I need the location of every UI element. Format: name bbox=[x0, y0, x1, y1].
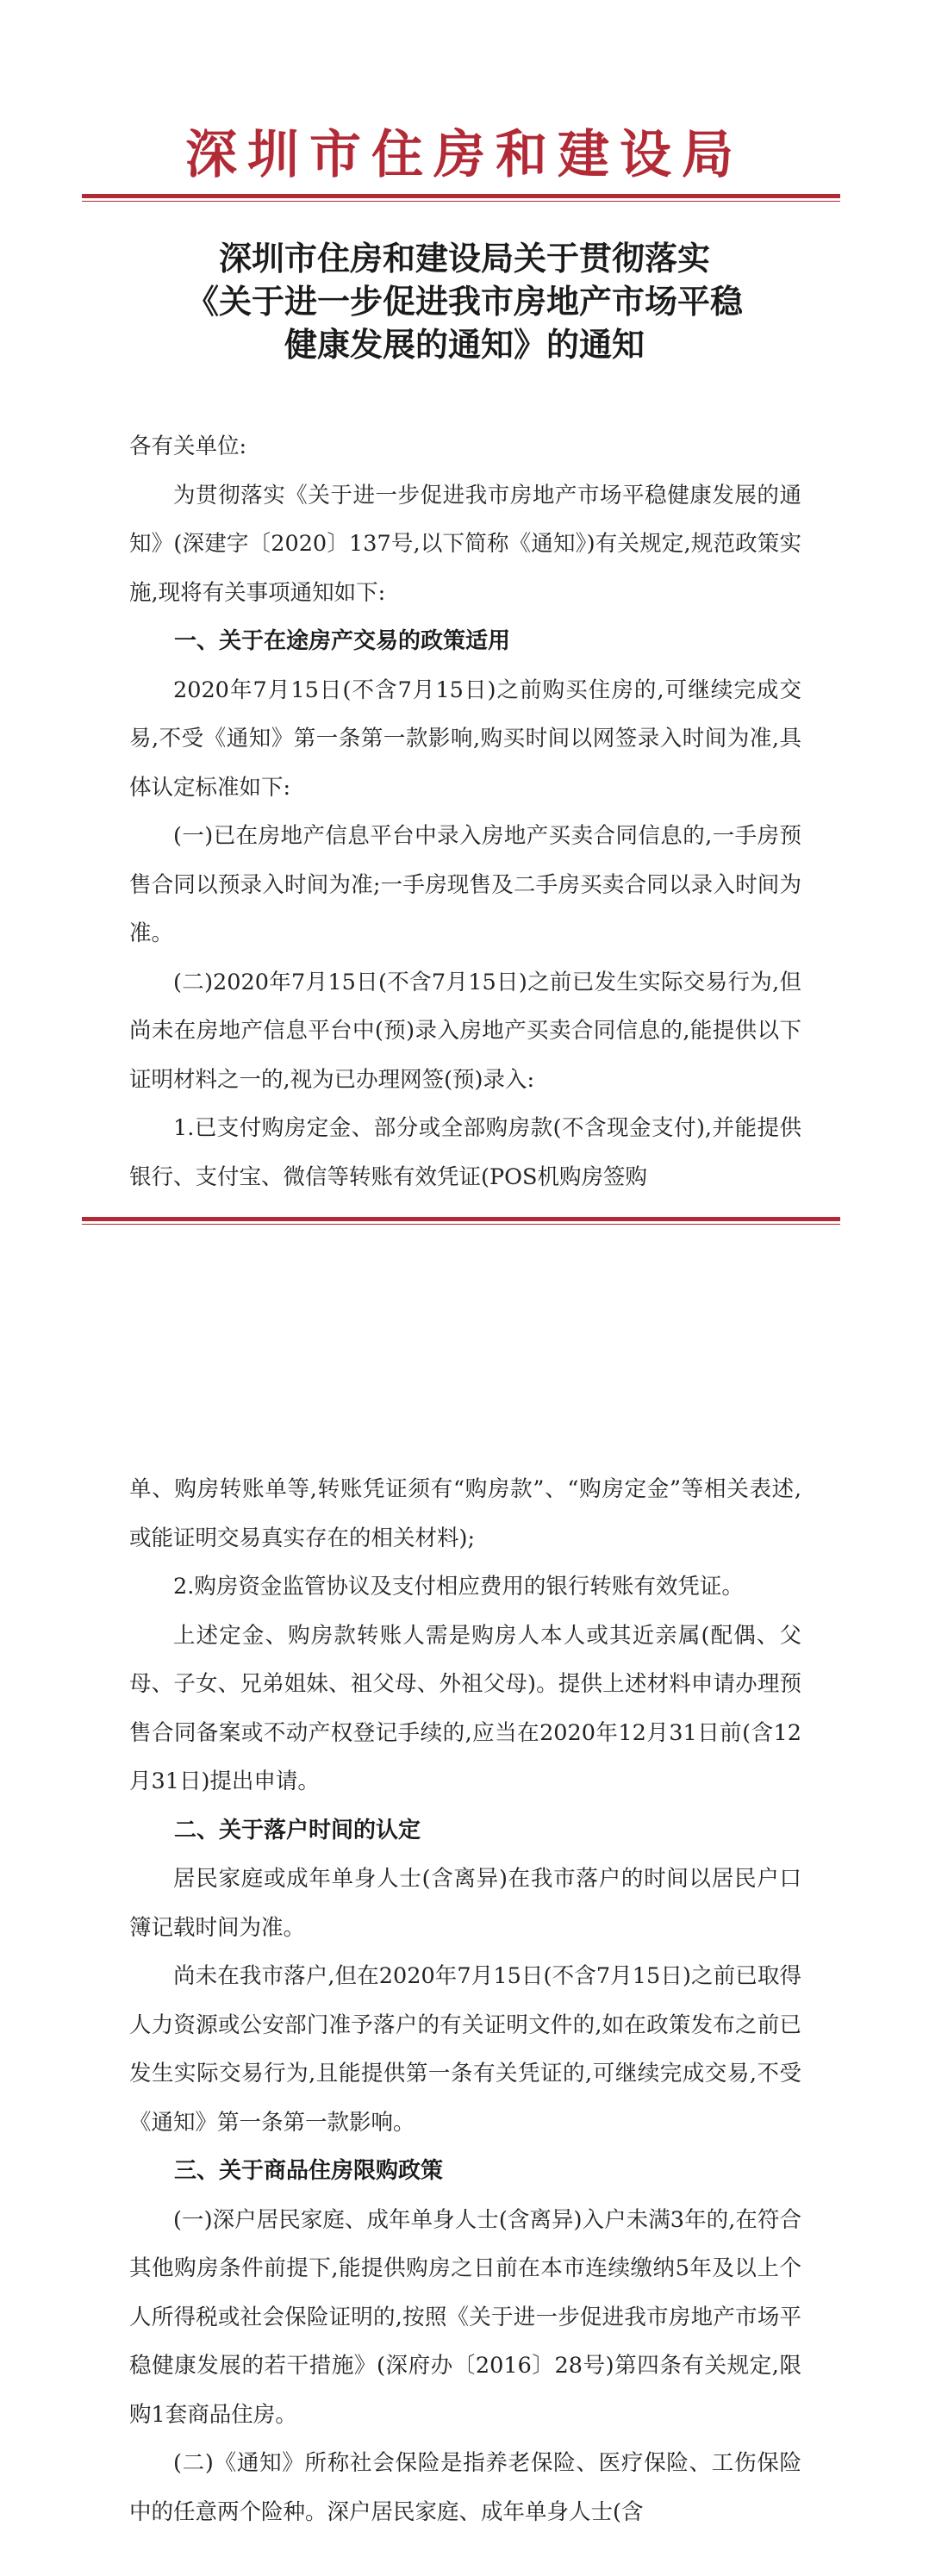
intro-paragraph: 为贯彻落实《关于进一步促进我市房地产市场平稳健康发展的通知》(深建字〔2020〕137号,以下简称《通知》)有关规定,规范政策实施,现将有关事项通知如下: bbox=[129, 482, 801, 606]
document-title-line-1: 深圳市住房和建设局关于贯彻落实 bbox=[218, 239, 710, 278]
page-1-body bbox=[129, 422, 801, 1201]
paragraph: 1.已支付购房定金、部分或全部购房款(不含现金支付),并能提供银行、支付宝、微信等转账有效凭证(POS机购房签购 bbox=[129, 1115, 801, 1190]
agency-header-title: 深圳市住房和建设局 bbox=[185, 125, 744, 185]
document-title-line-2: 《关于进一步促进我市房地产市场平稳 bbox=[185, 282, 743, 321]
salutation: 各有关单位: bbox=[129, 433, 247, 459]
paragraph: (一)深户居民家庭、成年单身人士(含离异)入户未满3年的,在符合其他购房条件前提下,能提供购房之日前在本市连续缴纳5年及以上个人所得税或社会保险证明的,按照《关于进一步促进我市房地产市场平稳健康发展的若干措施》(深府办〔2016〕28号)第四条有关规定,限购1套商品住房。 bbox=[129, 2206, 801, 2428]
header-red-rule bbox=[82, 194, 840, 202]
section-heading-1: 一、关于在途房产交易的政策适用 bbox=[174, 628, 511, 654]
page-2-body bbox=[129, 1465, 801, 2536]
paragraph: 2.购房资金监管协议及支付相应费用的银行转账有效凭证。 bbox=[173, 1574, 744, 1600]
paragraph: 居民家庭或成年单身人士(含离异)在我市落户的时间以居民户口簿记载时间为准。 bbox=[129, 1866, 801, 1941]
section-heading-3: 三、关于商品住房限购政策 bbox=[174, 2158, 444, 2184]
paragraph: (二)2020年7月15日(不含7月15日)之前已发生实际交易行为,但尚未在房地产信息平台中(预)录入房地产买卖合同信息的,能提供以下证明材料之一的,视为已办理网签(预)录入: bbox=[129, 969, 801, 1093]
paragraph: (一)已在房地产信息平台中录入房地产买卖合同信息的,一手房预售合同以预录入时间为准;一手房现售及二手房买卖合同以录入时间为准。 bbox=[129, 823, 801, 946]
document-title bbox=[0, 237, 929, 366]
document-title-line-3: 健康发展的通知》的通知 bbox=[284, 325, 645, 364]
paragraph-continued: 单、购房转账单等,转账凭证须有“购房款”、“购房定金”等相关表述,或能证明交易真实存在的相关材料); bbox=[129, 1476, 801, 1551]
section-heading-2: 二、关于落户时间的认定 bbox=[174, 1817, 421, 1843]
paragraph: (二)《通知》所称社会保险是指养老保险、医疗保险、工伤保险中的任意两个险种。深户居民家庭、成年单身人士(含 bbox=[129, 2450, 801, 2525]
page-divider-red-rule bbox=[82, 1217, 840, 1225]
paragraph: 上述定金、购房款转账人需是购房人本人或其近亲属(配偶、父母、子女、兄弟姐妹、祖父母、外祖父母)。提供上述材料申请办理预售合同备案或不动产权登记手续的,应当在2020年12月31日前(含12月31日)提出申请。 bbox=[129, 1622, 801, 1794]
paragraph: 2020年7月15日(不含7月15日)之前购买住房的,可继续完成交易,不受《通知》第一条第一款影响,购买时间以网签录入时间为准,具体认定标准如下: bbox=[129, 677, 801, 801]
paragraph: 尚未在我市落户,但在2020年7月15日(不含7月15日)之前已取得人力资源或公安部门准予落户的有关证明文件的,如在政策发布之前已发生实际交易行为,且能提供第一条有关凭证的,可继续完成交易,不受《通知》第一条第一款影响。 bbox=[129, 1963, 801, 2136]
